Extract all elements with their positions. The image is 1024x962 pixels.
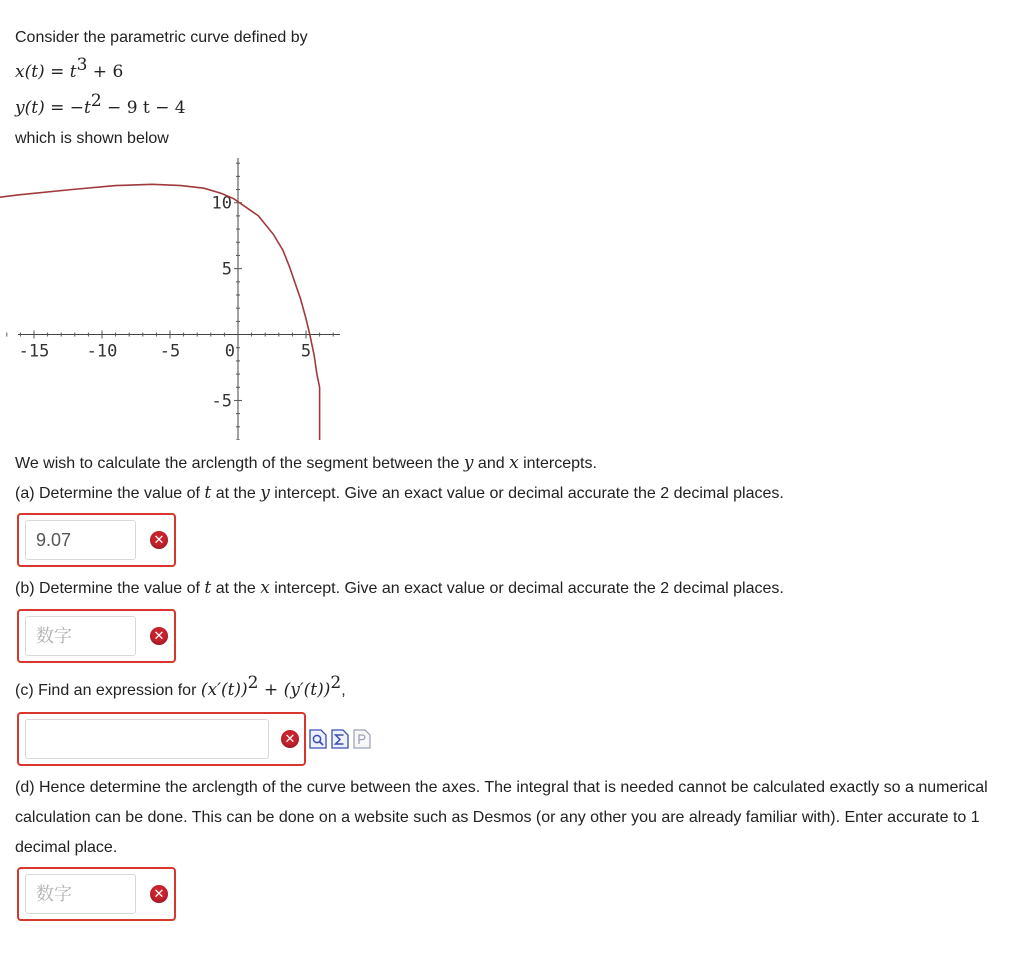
answer-c-input[interactable] [25, 719, 269, 759]
question-c-exp1: 2 [247, 673, 259, 693]
y-tick-label: 5 [221, 259, 232, 280]
answer-b-input[interactable] [25, 616, 136, 656]
parametric-curve-graph [0, 150, 340, 440]
curve-line [0, 184, 320, 440]
question-a-pre: (a) Determine the value of [15, 485, 205, 502]
x-tick-label: -5 [159, 341, 181, 362]
question-c-post: , [341, 682, 346, 699]
y-equation [15, 91, 186, 119]
intercepts-text-and: and [473, 455, 510, 472]
x-tick-label: 0 [224, 341, 235, 362]
intro-text: Consider the parametric curve defined by [15, 29, 308, 46]
answer-d-box [17, 867, 176, 921]
question-b-var: x [260, 578, 270, 598]
intercepts-statement [15, 453, 597, 474]
answer-a-box [17, 513, 176, 567]
format-help-icon[interactable] [353, 729, 371, 749]
graph-axes [18, 158, 340, 440]
intercepts-x-var: x [509, 453, 519, 473]
question-a-var: y [260, 483, 270, 503]
question-c-expr2: (y′(t)) [283, 680, 331, 700]
question-a-mid: at the [211, 485, 261, 502]
question-a-t: t [204, 483, 212, 503]
question-b-mid: at the [211, 580, 261, 597]
question-d: (d) Hence determine the arclength of the curve between the axes. The integral that is needed cannot be calculated exactly so a numerical calculation can be done. This can be done on a website such as Desmos (or any other you are already familiar with). Enter accurate to 1 decimal place. [15, 779, 988, 856]
question-c [15, 673, 346, 701]
y-equation-lhs: y(t) = −t [15, 98, 91, 118]
y-tick-label: -5 [211, 391, 232, 412]
intercepts-text-pre: We wish to calculate the arclength of the segment between the [15, 455, 464, 472]
question-a-post: intercept. Give an exact value or decimal accurate the 2 decimal places. [269, 485, 784, 502]
intercepts-text-post: intercepts. [518, 455, 597, 472]
question-b [15, 578, 784, 599]
question-b-t: t [204, 578, 212, 598]
intercepts-y-var: y [463, 453, 474, 473]
question-b-post: intercept. Give an exact value or decimal accurate the 2 decimal places. [269, 580, 784, 597]
wrong-icon: ✕ [281, 730, 299, 748]
question-c-pre: (c) Find an expression for [15, 682, 201, 699]
equation-editor-icon[interactable] [331, 729, 349, 749]
wrong-icon: ✕ [150, 627, 168, 645]
x-tick-label: 5 [300, 341, 312, 362]
preview-icon[interactable] [309, 729, 327, 749]
question-c-plus: + [258, 680, 284, 700]
wrong-icon: ✕ [150, 531, 168, 549]
y-equation-exponent: 2 [90, 91, 102, 111]
x-equation-rest: + 6 [87, 62, 124, 82]
y-tick-label: 10 [211, 193, 232, 214]
x-equation [15, 55, 124, 83]
x-equation-lhs: x(t) = t [15, 62, 77, 82]
answer-c-box [17, 712, 306, 766]
x-tick-label: -10 [86, 341, 118, 362]
question-b-pre: (b) Determine the value of [15, 580, 205, 597]
shown-below-text: which is shown below [15, 130, 169, 147]
question-c-expr1: (x′(t)) [200, 680, 248, 700]
y-equation-rest: − 9 t − 4 [101, 98, 186, 118]
x-equation-exponent: 3 [76, 55, 88, 75]
x-tick-label: -15 [18, 341, 50, 362]
answer-b-box [17, 609, 176, 663]
answer-d-input[interactable] [25, 874, 136, 914]
question-a [15, 483, 784, 504]
question-c-exp2: 2 [330, 673, 342, 693]
wrong-icon: ✕ [150, 885, 168, 903]
answer-a-input[interactable] [25, 520, 136, 560]
